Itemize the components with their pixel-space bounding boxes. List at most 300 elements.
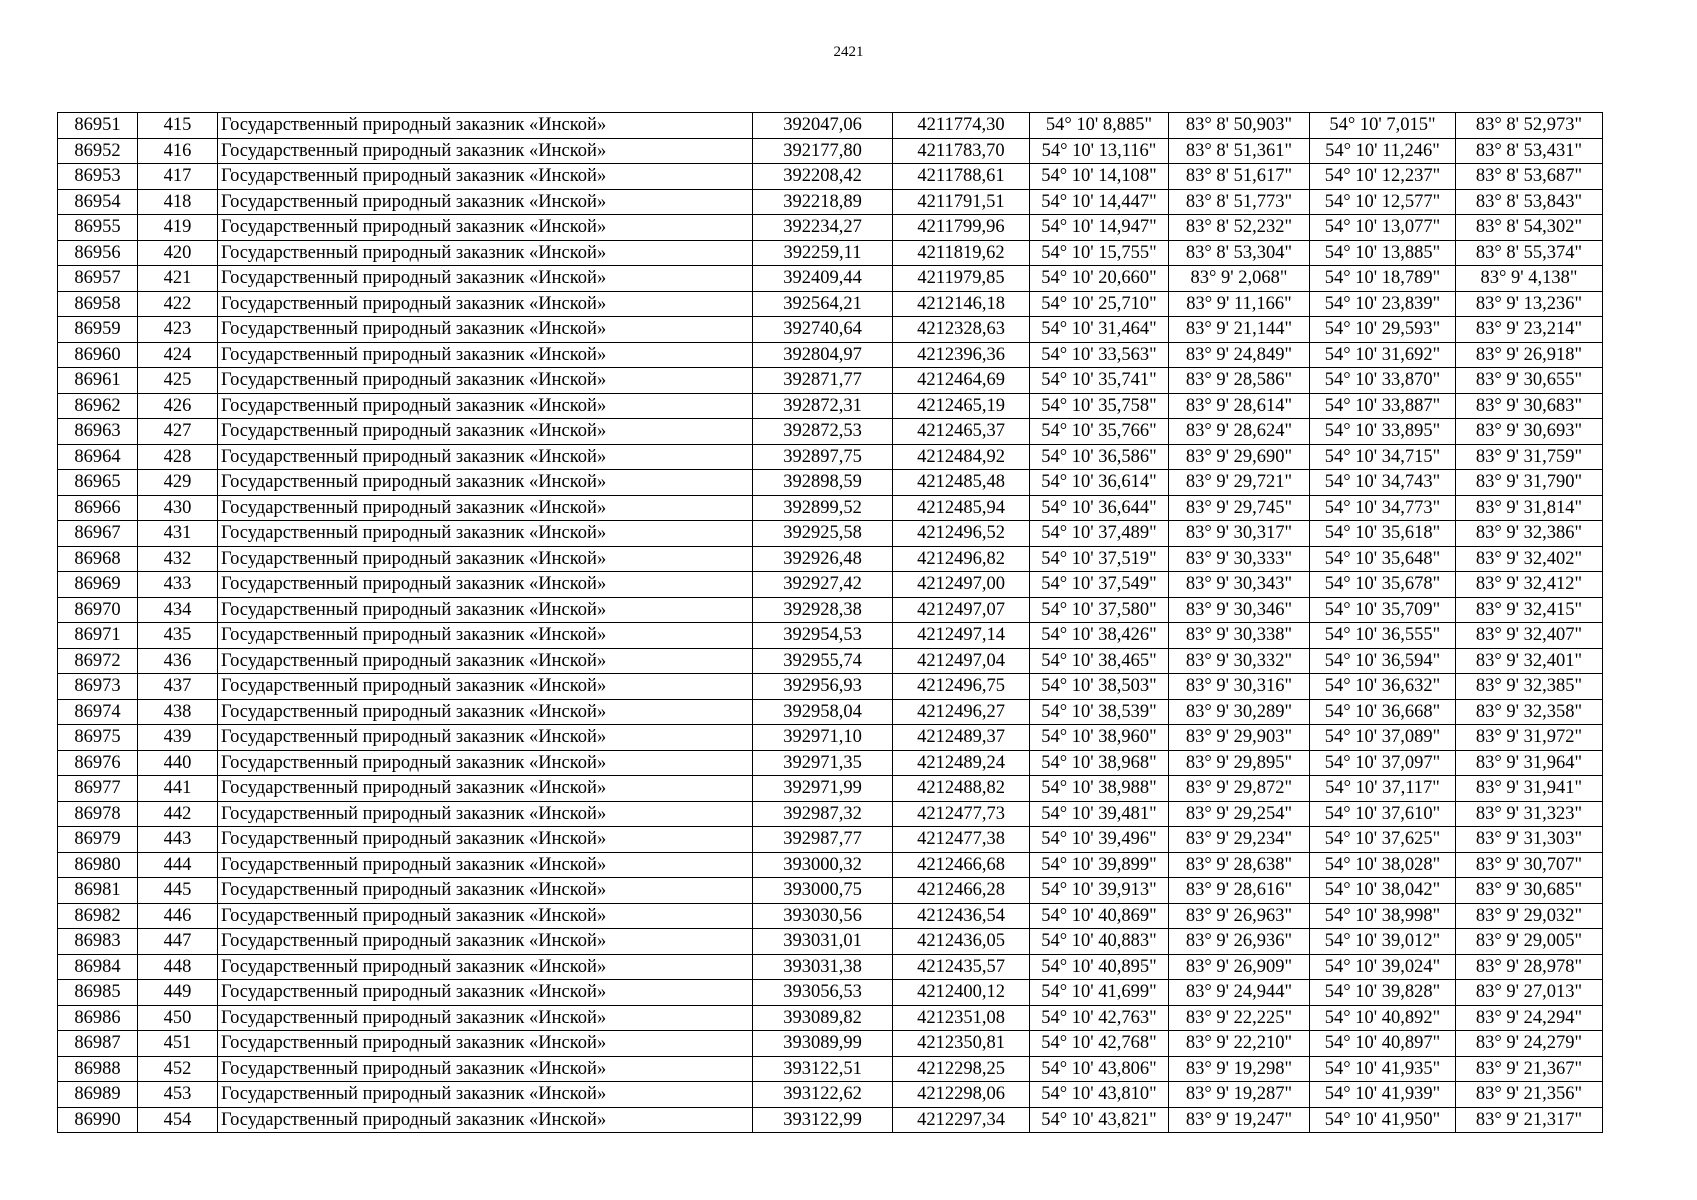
row-index-cell: 86954 — [58, 189, 138, 215]
longitude-1-cell: 83° 9' 28,616" — [1169, 878, 1310, 904]
latitude-2-cell: 54° 10' 12,237" — [1310, 164, 1456, 190]
table-row — [58, 368, 1603, 394]
longitude-2-cell: 83° 9' 30,685" — [1456, 878, 1603, 904]
longitude-1-cell: 83° 8' 51,773" — [1169, 189, 1310, 215]
longitude-1-cell: 83° 9' 28,638" — [1169, 852, 1310, 878]
y-coordinate-cell: 4212350,81 — [893, 1031, 1030, 1057]
latitude-1-cell: 54° 10' 38,988" — [1030, 776, 1169, 802]
y-coordinate-cell: 4212485,48 — [893, 470, 1030, 496]
point-number-cell: 433 — [138, 572, 218, 598]
table-row — [58, 470, 1603, 496]
x-coordinate-cell: 392872,53 — [753, 419, 893, 445]
point-number-cell: 454 — [138, 1107, 218, 1133]
x-coordinate-cell: 393122,62 — [753, 1082, 893, 1108]
territory-name-cell: Государственный природный заказник «Инской» — [218, 113, 753, 139]
y-coordinate-cell: 4212477,38 — [893, 827, 1030, 853]
longitude-1-cell: 83° 9' 28,614" — [1169, 393, 1310, 419]
row-index-cell: 86975 — [58, 725, 138, 751]
point-number-cell: 448 — [138, 954, 218, 980]
latitude-1-cell: 54° 10' 37,549" — [1030, 572, 1169, 598]
latitude-2-cell: 54° 10' 36,594" — [1310, 648, 1456, 674]
table-row — [58, 419, 1603, 445]
territory-name-cell: Государственный природный заказник «Инской» — [218, 852, 753, 878]
table-row — [58, 674, 1603, 700]
territory-name-cell: Государственный природный заказник «Инской» — [218, 954, 753, 980]
longitude-2-cell: 83° 9' 4,138" — [1456, 266, 1603, 292]
territory-name-cell: Государственный природный заказник «Инской» — [218, 189, 753, 215]
territory-name-cell: Государственный природный заказник «Инской» — [218, 368, 753, 394]
x-coordinate-cell: 392218,89 — [753, 189, 893, 215]
x-coordinate-cell: 392177,80 — [753, 138, 893, 164]
longitude-1-cell: 83° 9' 29,872" — [1169, 776, 1310, 802]
longitude-1-cell: 83° 9' 26,909" — [1169, 954, 1310, 980]
y-coordinate-cell: 4212496,27 — [893, 699, 1030, 725]
row-index-cell: 86978 — [58, 801, 138, 827]
latitude-2-cell: 54° 10' 7,015" — [1310, 113, 1456, 139]
y-coordinate-cell: 4212435,57 — [893, 954, 1030, 980]
coordinates-table — [57, 112, 1603, 1133]
longitude-1-cell: 83° 8' 53,304" — [1169, 240, 1310, 266]
latitude-1-cell: 54° 10' 40,883" — [1030, 929, 1169, 955]
latitude-1-cell: 54° 10' 39,899" — [1030, 852, 1169, 878]
point-number-cell: 453 — [138, 1082, 218, 1108]
y-coordinate-cell: 4212464,69 — [893, 368, 1030, 394]
latitude-2-cell: 54° 10' 33,870" — [1310, 368, 1456, 394]
table-row — [58, 164, 1603, 190]
longitude-2-cell: 83° 9' 30,655" — [1456, 368, 1603, 394]
row-index-cell: 86979 — [58, 827, 138, 853]
latitude-1-cell: 54° 10' 14,447" — [1030, 189, 1169, 215]
y-coordinate-cell: 4212497,07 — [893, 597, 1030, 623]
point-number-cell: 425 — [138, 368, 218, 394]
territory-name-cell: Государственный природный заказник «Инской» — [218, 266, 753, 292]
y-coordinate-cell: 4212489,24 — [893, 750, 1030, 776]
longitude-2-cell: 83° 9' 32,386" — [1456, 521, 1603, 547]
table-row — [58, 113, 1603, 139]
territory-name-cell: Государственный природный заказник «Инской» — [218, 572, 753, 598]
latitude-1-cell: 54° 10' 35,758" — [1030, 393, 1169, 419]
row-index-cell: 86971 — [58, 623, 138, 649]
latitude-1-cell: 54° 10' 38,426" — [1030, 623, 1169, 649]
point-number-cell: 427 — [138, 419, 218, 445]
y-coordinate-cell: 4211774,30 — [893, 113, 1030, 139]
latitude-2-cell: 54° 10' 36,668" — [1310, 699, 1456, 725]
row-index-cell: 86990 — [58, 1107, 138, 1133]
territory-name-cell: Государственный природный заказник «Инской» — [218, 470, 753, 496]
longitude-2-cell: 83° 9' 23,214" — [1456, 317, 1603, 343]
longitude-2-cell: 83° 9' 26,918" — [1456, 342, 1603, 368]
latitude-2-cell: 54° 10' 18,789" — [1310, 266, 1456, 292]
longitude-1-cell: 83° 9' 2,068" — [1169, 266, 1310, 292]
longitude-2-cell: 83° 9' 24,294" — [1456, 1005, 1603, 1031]
latitude-1-cell: 54° 10' 41,699" — [1030, 980, 1169, 1006]
territory-name-cell: Государственный природный заказник «Инской» — [218, 903, 753, 929]
longitude-1-cell: 83° 9' 29,234" — [1169, 827, 1310, 853]
longitude-2-cell: 83° 9' 31,814" — [1456, 495, 1603, 521]
longitude-2-cell: 83° 9' 31,323" — [1456, 801, 1603, 827]
latitude-2-cell: 54° 10' 13,077" — [1310, 215, 1456, 241]
territory-name-cell: Государственный природный заказник «Инской» — [218, 317, 753, 343]
longitude-1-cell: 83° 9' 30,317" — [1169, 521, 1310, 547]
territory-name-cell: Государственный природный заказник «Инской» — [218, 138, 753, 164]
y-coordinate-cell: 4212146,18 — [893, 291, 1030, 317]
territory-name-cell: Государственный природный заказник «Инской» — [218, 495, 753, 521]
territory-name-cell: Государственный природный заказник «Инской» — [218, 827, 753, 853]
latitude-1-cell: 54° 10' 42,763" — [1030, 1005, 1169, 1031]
latitude-2-cell: 54° 10' 36,555" — [1310, 623, 1456, 649]
y-coordinate-cell: 4212400,12 — [893, 980, 1030, 1006]
table-row — [58, 980, 1603, 1006]
longitude-2-cell: 83° 9' 32,358" — [1456, 699, 1603, 725]
row-index-cell: 86953 — [58, 164, 138, 190]
longitude-1-cell: 83° 8' 50,903" — [1169, 113, 1310, 139]
longitude-1-cell: 83° 8' 51,361" — [1169, 138, 1310, 164]
territory-name-cell: Государственный природный заказник «Инской» — [218, 980, 753, 1006]
table-row — [58, 1107, 1603, 1133]
row-index-cell: 86951 — [58, 113, 138, 139]
latitude-1-cell: 54° 10' 35,766" — [1030, 419, 1169, 445]
latitude-1-cell: 54° 10' 15,755" — [1030, 240, 1169, 266]
y-coordinate-cell: 4212485,94 — [893, 495, 1030, 521]
longitude-1-cell: 83° 9' 19,247" — [1169, 1107, 1310, 1133]
latitude-1-cell: 54° 10' 38,960" — [1030, 725, 1169, 751]
territory-name-cell: Государственный природный заказник «Инской» — [218, 1056, 753, 1082]
longitude-2-cell: 83° 9' 27,013" — [1456, 980, 1603, 1006]
x-coordinate-cell: 392898,59 — [753, 470, 893, 496]
row-index-cell: 86980 — [58, 852, 138, 878]
latitude-2-cell: 54° 10' 37,610" — [1310, 801, 1456, 827]
latitude-2-cell: 54° 10' 34,773" — [1310, 495, 1456, 521]
latitude-2-cell: 54° 10' 38,998" — [1310, 903, 1456, 929]
latitude-2-cell: 54° 10' 35,648" — [1310, 546, 1456, 572]
table-row — [58, 444, 1603, 470]
longitude-1-cell: 83° 9' 22,225" — [1169, 1005, 1310, 1031]
x-coordinate-cell: 393031,38 — [753, 954, 893, 980]
longitude-2-cell: 83° 8' 53,687" — [1456, 164, 1603, 190]
longitude-1-cell: 83° 9' 29,903" — [1169, 725, 1310, 751]
longitude-2-cell: 83° 9' 30,707" — [1456, 852, 1603, 878]
table-row — [58, 1082, 1603, 1108]
longitude-1-cell: 83° 9' 19,287" — [1169, 1082, 1310, 1108]
x-coordinate-cell: 392409,44 — [753, 266, 893, 292]
x-coordinate-cell: 392987,32 — [753, 801, 893, 827]
row-index-cell: 86955 — [58, 215, 138, 241]
row-index-cell: 86965 — [58, 470, 138, 496]
y-coordinate-cell: 4212496,52 — [893, 521, 1030, 547]
territory-name-cell: Государственный природный заказник «Инской» — [218, 342, 753, 368]
longitude-2-cell: 83° 9' 29,005" — [1456, 929, 1603, 955]
latitude-1-cell: 54° 10' 40,869" — [1030, 903, 1169, 929]
latitude-2-cell: 54° 10' 23,839" — [1310, 291, 1456, 317]
row-index-cell: 86957 — [58, 266, 138, 292]
y-coordinate-cell: 4212489,37 — [893, 725, 1030, 751]
latitude-2-cell: 54° 10' 31,692" — [1310, 342, 1456, 368]
x-coordinate-cell: 392047,06 — [753, 113, 893, 139]
table-row — [58, 317, 1603, 343]
y-coordinate-cell: 4211979,85 — [893, 266, 1030, 292]
longitude-2-cell: 83° 8' 52,973" — [1456, 113, 1603, 139]
longitude-1-cell: 83° 9' 29,721" — [1169, 470, 1310, 496]
x-coordinate-cell: 393122,51 — [753, 1056, 893, 1082]
table-row — [58, 546, 1603, 572]
latitude-1-cell: 54° 10' 31,464" — [1030, 317, 1169, 343]
longitude-2-cell: 83° 9' 32,385" — [1456, 674, 1603, 700]
x-coordinate-cell: 392259,11 — [753, 240, 893, 266]
latitude-1-cell: 54° 10' 37,519" — [1030, 546, 1169, 572]
territory-name-cell: Государственный природный заказник «Инской» — [218, 623, 753, 649]
y-coordinate-cell: 4212328,63 — [893, 317, 1030, 343]
latitude-2-cell: 54° 10' 39,012" — [1310, 929, 1456, 955]
table-row — [58, 648, 1603, 674]
point-number-cell: 443 — [138, 827, 218, 853]
longitude-1-cell: 83° 9' 26,936" — [1169, 929, 1310, 955]
row-index-cell: 86956 — [58, 240, 138, 266]
row-index-cell: 86985 — [58, 980, 138, 1006]
y-coordinate-cell: 4211799,96 — [893, 215, 1030, 241]
table-row — [58, 929, 1603, 955]
y-coordinate-cell: 4212466,28 — [893, 878, 1030, 904]
point-number-cell: 419 — [138, 215, 218, 241]
row-index-cell: 86959 — [58, 317, 138, 343]
territory-name-cell: Государственный природный заказник «Инской» — [218, 215, 753, 241]
y-coordinate-cell: 4212497,00 — [893, 572, 1030, 598]
y-coordinate-cell: 4212436,05 — [893, 929, 1030, 955]
point-number-cell: 416 — [138, 138, 218, 164]
table-row — [58, 240, 1603, 266]
longitude-2-cell: 83° 9' 30,683" — [1456, 393, 1603, 419]
longitude-2-cell: 83° 9' 32,401" — [1456, 648, 1603, 674]
point-number-cell: 430 — [138, 495, 218, 521]
territory-name-cell: Государственный природный заказник «Инской» — [218, 776, 753, 802]
territory-name-cell: Государственный природный заказник «Инской» — [218, 291, 753, 317]
latitude-2-cell: 54° 10' 33,887" — [1310, 393, 1456, 419]
longitude-1-cell: 83° 8' 51,617" — [1169, 164, 1310, 190]
longitude-1-cell: 83° 9' 26,963" — [1169, 903, 1310, 929]
territory-name-cell: Государственный природный заказник «Инской» — [218, 240, 753, 266]
y-coordinate-cell: 4212497,04 — [893, 648, 1030, 674]
longitude-2-cell: 83° 9' 31,941" — [1456, 776, 1603, 802]
row-index-cell: 86952 — [58, 138, 138, 164]
row-index-cell: 86961 — [58, 368, 138, 394]
latitude-2-cell: 54° 10' 29,593" — [1310, 317, 1456, 343]
longitude-2-cell: 83° 9' 21,317" — [1456, 1107, 1603, 1133]
y-coordinate-cell: 4212477,73 — [893, 801, 1030, 827]
y-coordinate-cell: 4212497,14 — [893, 623, 1030, 649]
y-coordinate-cell: 4211791,51 — [893, 189, 1030, 215]
table-row — [58, 750, 1603, 776]
table-row — [58, 827, 1603, 853]
point-number-cell: 444 — [138, 852, 218, 878]
longitude-1-cell: 83° 8' 52,232" — [1169, 215, 1310, 241]
point-number-cell: 434 — [138, 597, 218, 623]
longitude-1-cell: 83° 9' 11,166" — [1169, 291, 1310, 317]
territory-name-cell: Государственный природный заказник «Инской» — [218, 164, 753, 190]
territory-name-cell: Государственный природный заказник «Инской» — [218, 1031, 753, 1057]
point-number-cell: 437 — [138, 674, 218, 700]
latitude-2-cell: 54° 10' 40,897" — [1310, 1031, 1456, 1057]
row-index-cell: 86977 — [58, 776, 138, 802]
x-coordinate-cell: 392804,97 — [753, 342, 893, 368]
row-index-cell: 86988 — [58, 1056, 138, 1082]
point-number-cell: 422 — [138, 291, 218, 317]
x-coordinate-cell: 393000,32 — [753, 852, 893, 878]
x-coordinate-cell: 392564,21 — [753, 291, 893, 317]
longitude-2-cell: 83° 9' 32,415" — [1456, 597, 1603, 623]
longitude-2-cell: 83° 9' 13,236" — [1456, 291, 1603, 317]
territory-name-cell: Государственный природный заказник «Инской» — [218, 699, 753, 725]
point-number-cell: 441 — [138, 776, 218, 802]
table-row — [58, 342, 1603, 368]
longitude-1-cell: 83° 9' 22,210" — [1169, 1031, 1310, 1057]
y-coordinate-cell: 4212484,92 — [893, 444, 1030, 470]
row-index-cell: 86972 — [58, 648, 138, 674]
y-coordinate-cell: 4212496,82 — [893, 546, 1030, 572]
latitude-1-cell: 54° 10' 39,913" — [1030, 878, 1169, 904]
longitude-2-cell: 83° 9' 32,412" — [1456, 572, 1603, 598]
longitude-1-cell: 83° 9' 30,338" — [1169, 623, 1310, 649]
table-row — [58, 852, 1603, 878]
x-coordinate-cell: 392958,04 — [753, 699, 893, 725]
territory-name-cell: Государственный природный заказник «Инской» — [218, 393, 753, 419]
point-number-cell: 415 — [138, 113, 218, 139]
longitude-2-cell: 83° 9' 21,356" — [1456, 1082, 1603, 1108]
latitude-2-cell: 54° 10' 37,117" — [1310, 776, 1456, 802]
y-coordinate-cell: 4212466,68 — [893, 852, 1030, 878]
longitude-1-cell: 83° 9' 21,144" — [1169, 317, 1310, 343]
latitude-1-cell: 54° 10' 20,660" — [1030, 266, 1169, 292]
row-index-cell: 86963 — [58, 419, 138, 445]
x-coordinate-cell: 393000,75 — [753, 878, 893, 904]
x-coordinate-cell: 392971,99 — [753, 776, 893, 802]
longitude-1-cell: 83° 9' 28,586" — [1169, 368, 1310, 394]
territory-name-cell: Государственный природный заказник «Инской» — [218, 674, 753, 700]
row-index-cell: 86973 — [58, 674, 138, 700]
point-number-cell: 451 — [138, 1031, 218, 1057]
point-number-cell: 452 — [138, 1056, 218, 1082]
point-number-cell: 435 — [138, 623, 218, 649]
y-coordinate-cell: 4212496,75 — [893, 674, 1030, 700]
latitude-2-cell: 54° 10' 12,577" — [1310, 189, 1456, 215]
x-coordinate-cell: 392897,75 — [753, 444, 893, 470]
x-coordinate-cell: 392954,53 — [753, 623, 893, 649]
longitude-1-cell: 83° 9' 29,745" — [1169, 495, 1310, 521]
point-number-cell: 438 — [138, 699, 218, 725]
longitude-2-cell: 83° 8' 53,843" — [1456, 189, 1603, 215]
x-coordinate-cell: 392987,77 — [753, 827, 893, 853]
x-coordinate-cell: 392899,52 — [753, 495, 893, 521]
point-number-cell: 440 — [138, 750, 218, 776]
table-row — [58, 1056, 1603, 1082]
latitude-1-cell: 54° 10' 25,710" — [1030, 291, 1169, 317]
table-row — [58, 623, 1603, 649]
y-coordinate-cell: 4212298,06 — [893, 1082, 1030, 1108]
row-index-cell: 86974 — [58, 699, 138, 725]
territory-name-cell: Государственный природный заказник «Инской» — [218, 444, 753, 470]
row-index-cell: 86981 — [58, 878, 138, 904]
latitude-1-cell: 54° 10' 14,947" — [1030, 215, 1169, 241]
latitude-2-cell: 54° 10' 37,097" — [1310, 750, 1456, 776]
point-number-cell: 418 — [138, 189, 218, 215]
territory-name-cell: Государственный природный заказник «Инской» — [218, 725, 753, 751]
x-coordinate-cell: 392740,64 — [753, 317, 893, 343]
row-index-cell: 86982 — [58, 903, 138, 929]
y-coordinate-cell: 4212465,19 — [893, 393, 1030, 419]
table-row — [58, 215, 1603, 241]
longitude-2-cell: 83° 9' 29,032" — [1456, 903, 1603, 929]
longitude-2-cell: 83° 9' 31,759" — [1456, 444, 1603, 470]
table-row — [58, 954, 1603, 980]
point-number-cell: 420 — [138, 240, 218, 266]
longitude-2-cell: 83° 9' 31,303" — [1456, 827, 1603, 853]
latitude-2-cell: 54° 10' 37,625" — [1310, 827, 1456, 853]
latitude-2-cell: 54° 10' 40,892" — [1310, 1005, 1456, 1031]
row-index-cell: 86989 — [58, 1082, 138, 1108]
table-row — [58, 699, 1603, 725]
point-number-cell: 431 — [138, 521, 218, 547]
row-index-cell: 86987 — [58, 1031, 138, 1057]
longitude-2-cell: 83° 9' 32,407" — [1456, 623, 1603, 649]
latitude-1-cell: 54° 10' 43,821" — [1030, 1107, 1169, 1133]
x-coordinate-cell: 392955,74 — [753, 648, 893, 674]
point-number-cell: 439 — [138, 725, 218, 751]
table-row — [58, 393, 1603, 419]
latitude-1-cell: 54° 10' 13,116" — [1030, 138, 1169, 164]
y-coordinate-cell: 4212396,36 — [893, 342, 1030, 368]
table-row — [58, 572, 1603, 598]
x-coordinate-cell: 392234,27 — [753, 215, 893, 241]
y-coordinate-cell: 4211783,70 — [893, 138, 1030, 164]
longitude-2-cell: 83° 9' 30,693" — [1456, 419, 1603, 445]
longitude-1-cell: 83° 9' 30,289" — [1169, 699, 1310, 725]
latitude-1-cell: 54° 10' 38,465" — [1030, 648, 1169, 674]
latitude-1-cell: 54° 10' 8,885" — [1030, 113, 1169, 139]
point-number-cell: 424 — [138, 342, 218, 368]
longitude-1-cell: 83° 9' 24,944" — [1169, 980, 1310, 1006]
territory-name-cell: Государственный природный заказник «Инской» — [218, 878, 753, 904]
latitude-1-cell: 54° 10' 36,614" — [1030, 470, 1169, 496]
point-number-cell: 450 — [138, 1005, 218, 1031]
longitude-2-cell: 83° 9' 31,964" — [1456, 750, 1603, 776]
y-coordinate-cell: 4211788,61 — [893, 164, 1030, 190]
page-number: 2421 — [833, 44, 864, 60]
row-index-cell: 86969 — [58, 572, 138, 598]
y-coordinate-cell: 4212488,82 — [893, 776, 1030, 802]
x-coordinate-cell: 392928,38 — [753, 597, 893, 623]
row-index-cell: 86962 — [58, 393, 138, 419]
latitude-1-cell: 54° 10' 42,768" — [1030, 1031, 1169, 1057]
y-coordinate-cell: 4212297,34 — [893, 1107, 1030, 1133]
x-coordinate-cell: 392871,77 — [753, 368, 893, 394]
latitude-2-cell: 54° 10' 34,715" — [1310, 444, 1456, 470]
point-number-cell: 426 — [138, 393, 218, 419]
y-coordinate-cell: 4212465,37 — [893, 419, 1030, 445]
x-coordinate-cell: 393030,56 — [753, 903, 893, 929]
territory-name-cell: Государственный природный заказник «Инской» — [218, 1082, 753, 1108]
y-coordinate-cell: 4212351,08 — [893, 1005, 1030, 1031]
x-coordinate-cell: 393031,01 — [753, 929, 893, 955]
longitude-2-cell: 83° 8' 53,431" — [1456, 138, 1603, 164]
row-index-cell: 86968 — [58, 546, 138, 572]
point-number-cell: 428 — [138, 444, 218, 470]
x-coordinate-cell: 392971,35 — [753, 750, 893, 776]
point-number-cell: 447 — [138, 929, 218, 955]
latitude-1-cell: 54° 10' 43,810" — [1030, 1082, 1169, 1108]
table-row — [58, 138, 1603, 164]
latitude-1-cell: 54° 10' 43,806" — [1030, 1056, 1169, 1082]
latitude-2-cell: 54° 10' 35,618" — [1310, 521, 1456, 547]
table-row — [58, 1005, 1603, 1031]
territory-name-cell: Государственный природный заказник «Инской» — [218, 1005, 753, 1031]
